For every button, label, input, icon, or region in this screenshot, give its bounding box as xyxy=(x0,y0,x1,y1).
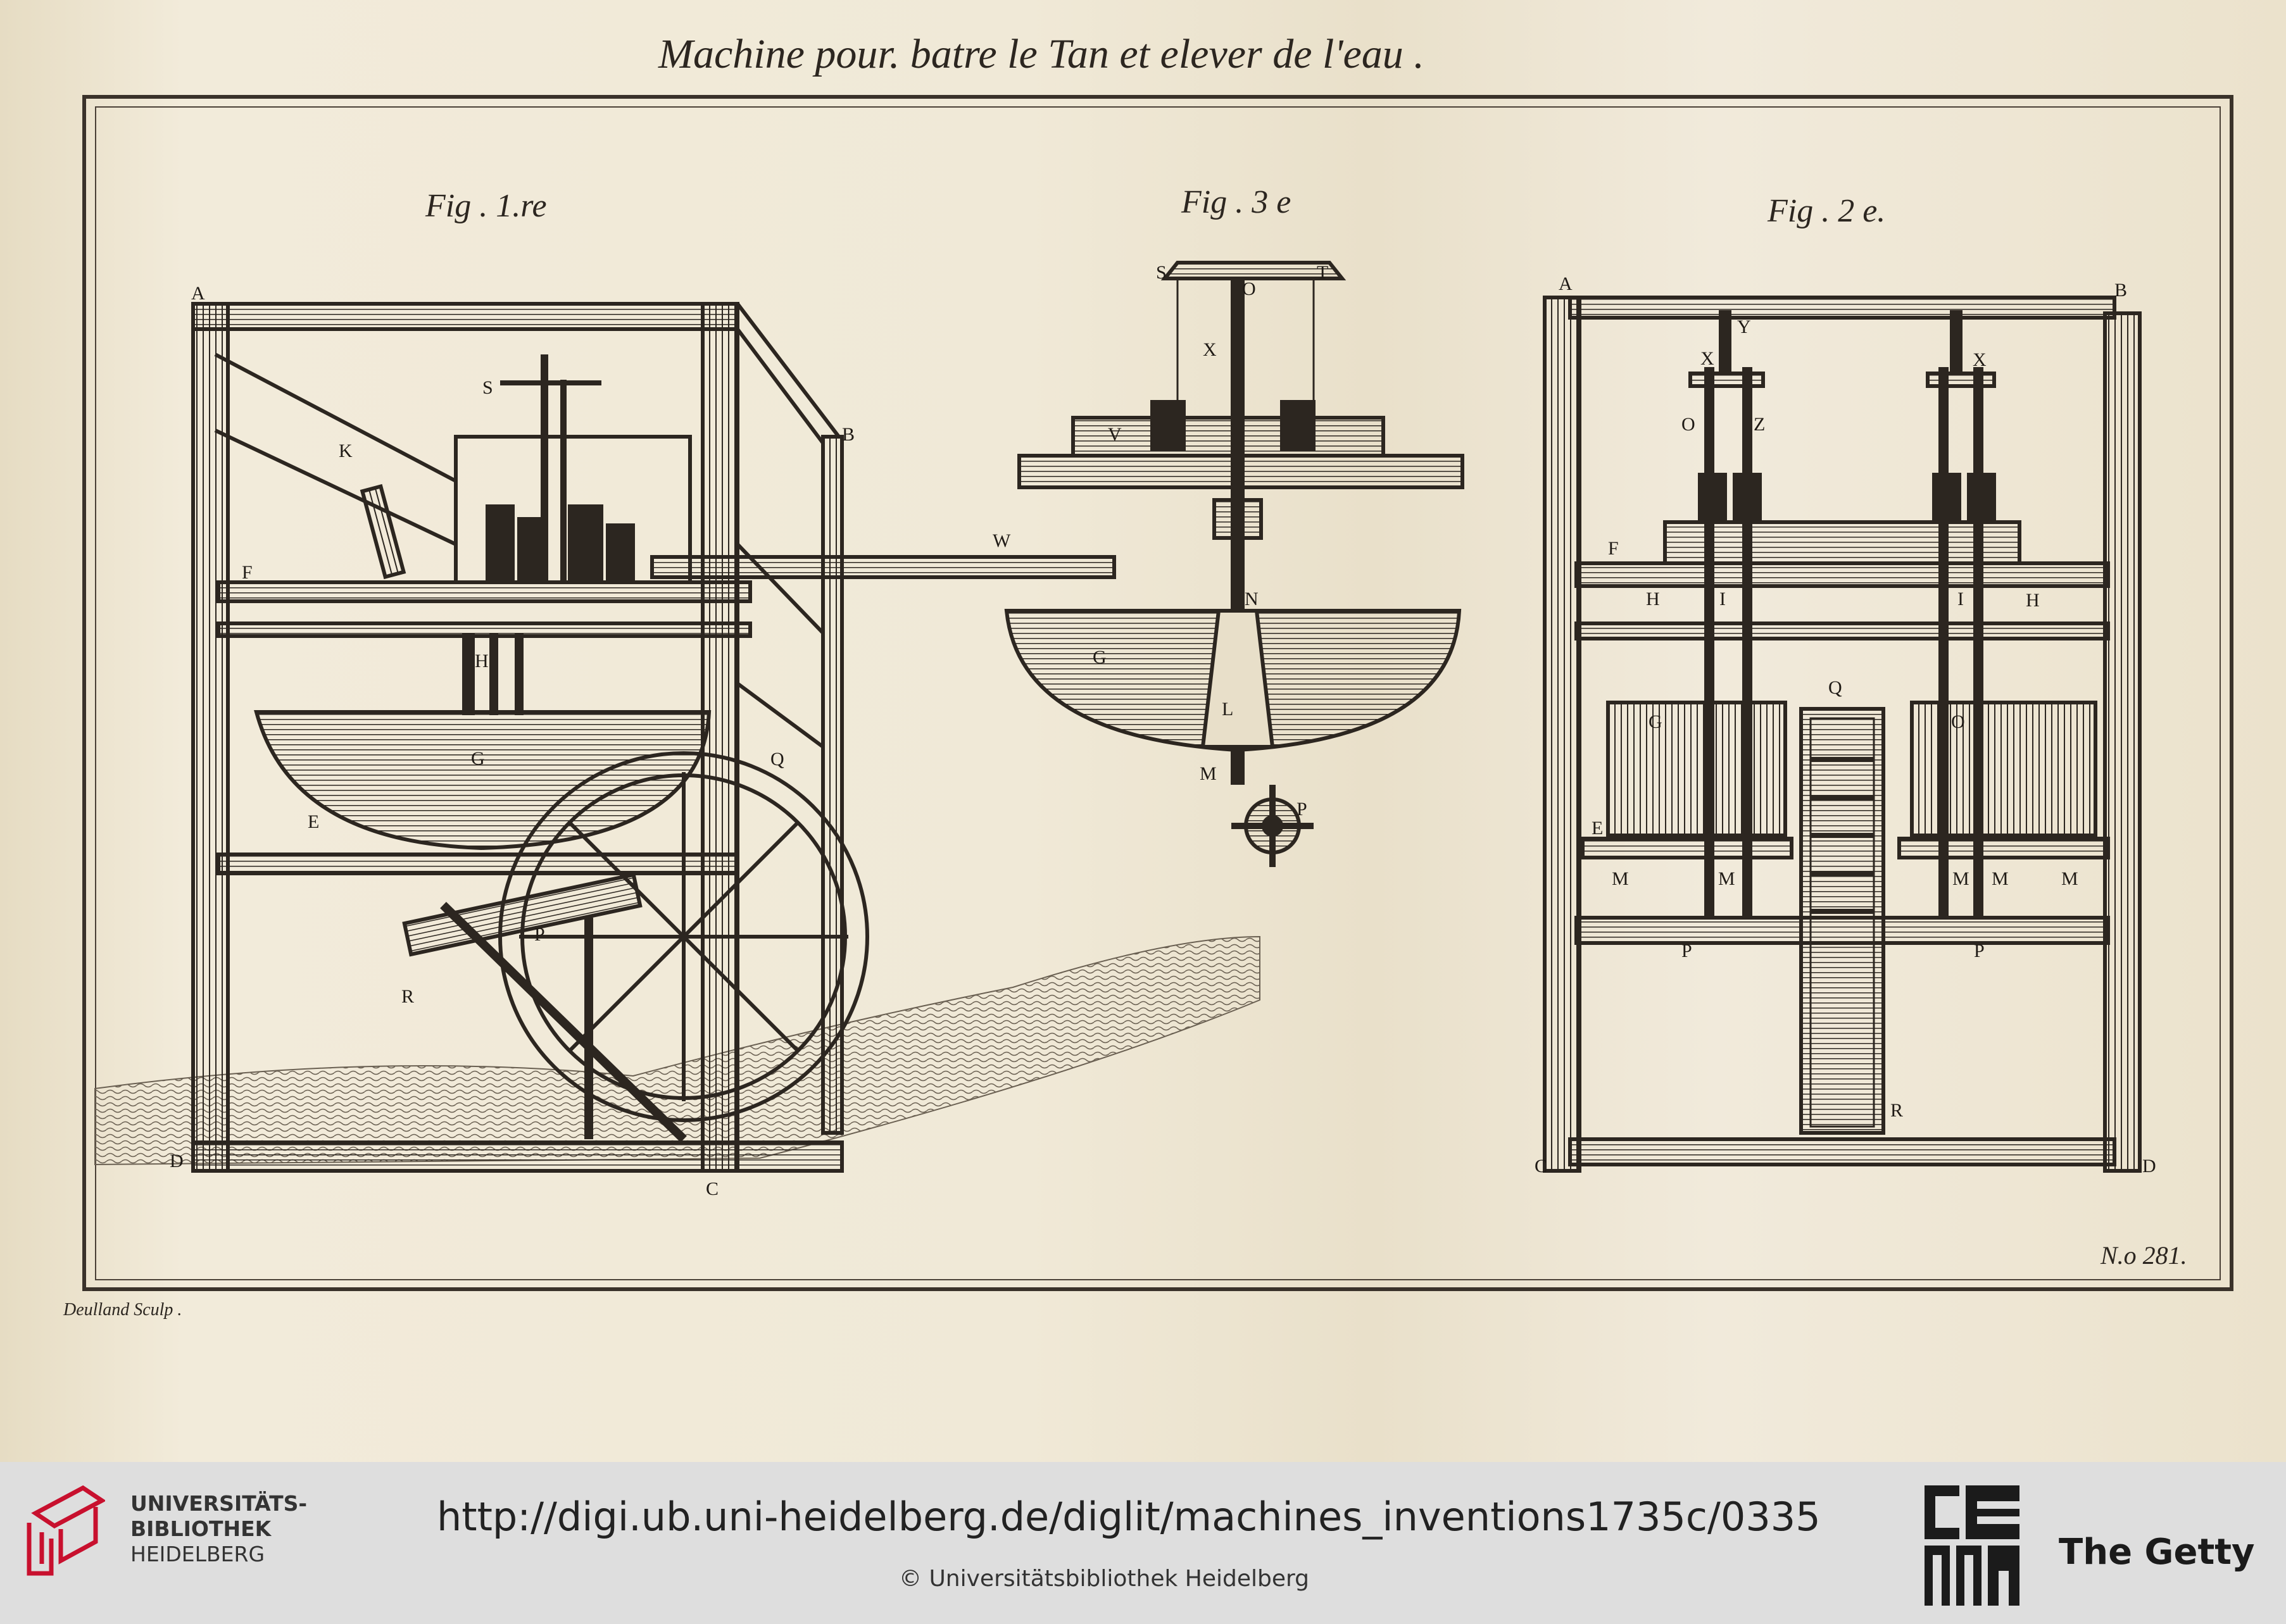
fig1-letter-c: C xyxy=(706,1178,719,1199)
fig1-letter-f: F xyxy=(242,562,253,583)
fig2-letter-i1: I xyxy=(1719,589,1726,609)
fig3-letter-n: N xyxy=(1245,589,1259,609)
fig2-letter-a: A xyxy=(1559,273,1573,294)
fig2-letter-c: C xyxy=(1535,1156,1548,1177)
fig2-letter-h1: H xyxy=(1646,589,1660,609)
fig3-letter-p: P xyxy=(1297,799,1307,820)
fig3-letter-o: O xyxy=(1242,278,1256,299)
fig2-drawing xyxy=(1545,297,2140,1171)
fig1-letter-k: K xyxy=(339,440,353,461)
fig3-letter-v: V xyxy=(1108,424,1122,445)
fig1-letter-d: D xyxy=(170,1151,184,1171)
fig3-label: Fig . 3 e xyxy=(1181,184,1291,220)
fig3-letter-g: G xyxy=(1093,647,1107,668)
fig2-letter-e: E xyxy=(1592,818,1604,839)
fig1-letter-p: P xyxy=(534,924,545,945)
document-url-link[interactable]: http://digi.ub.uni-heidelberg.de/diglit/machines_inventions1735c/0335 xyxy=(437,1494,1821,1540)
engraver-signature: Deulland Sculp . xyxy=(63,1300,182,1320)
fig2-letter-f: F xyxy=(1608,538,1619,559)
fig1-letter-b: B xyxy=(842,424,855,445)
fig2-letter-b: B xyxy=(2114,280,2128,301)
fig2-letter-g: G xyxy=(1649,711,1662,732)
copyright-text: © Universitätsbibliothek Heidelberg xyxy=(899,1566,1310,1592)
fig2-letter-i2: I xyxy=(1957,589,1964,609)
fig1-letter-q: Q xyxy=(770,749,784,770)
fig2-letter-m2: M xyxy=(1718,868,1735,889)
fig1-letter-e: E xyxy=(308,811,320,832)
fig1-letter-r: R xyxy=(401,986,415,1007)
fig3-letter-l: L xyxy=(1222,699,1234,720)
fig2-letter-q: Q xyxy=(1828,677,1842,698)
fig2-letter-z: Z xyxy=(1754,414,1766,435)
fig1-label: Fig . 1.re xyxy=(425,188,547,224)
footer-bar xyxy=(0,1462,2286,1624)
getty-name[interactable]: The Getty xyxy=(2059,1532,2255,1573)
plate-title: Machine pour. batre le Tan et elever de l'eau . xyxy=(658,31,1424,77)
fig2-label: Fig . 2 e. xyxy=(1768,193,1886,229)
fig2-letter-m5: M xyxy=(2061,868,2078,889)
fig2-letter-m3: M xyxy=(1952,868,1969,889)
fig3-letter-m: M xyxy=(1200,763,1217,784)
fig3-letter-s: S xyxy=(1156,262,1167,283)
fig2-letter-m4: M xyxy=(1992,868,2009,889)
university-library-logo[interactable] xyxy=(23,1478,105,1580)
fig2-letter-o2: O xyxy=(1951,711,1965,732)
fig1-letter-g: G xyxy=(471,748,485,769)
library-name-line3: HEIDELBERG xyxy=(130,1542,265,1566)
plate-number: N.o 281. xyxy=(2101,1241,2187,1270)
fig2-letter-o1: O xyxy=(1681,414,1695,435)
fig1-letter-h: H xyxy=(475,651,489,671)
library-name[interactable] xyxy=(130,1491,307,1567)
fig2-letter-p1: P xyxy=(1681,940,1692,961)
getty-logo[interactable] xyxy=(1921,1482,2023,1615)
fig1-letter-s: S xyxy=(482,377,493,398)
library-name-line2: BIBLIOTHEK xyxy=(130,1516,272,1541)
library-name-line1: UNIVERSITÄTS- xyxy=(130,1491,308,1516)
fig2-letter-d: D xyxy=(2142,1156,2156,1177)
fig2-letter-r: R xyxy=(1890,1100,1904,1121)
fig1-letter-w: W xyxy=(993,530,1011,551)
fig2-letter-x2: X xyxy=(1973,349,1987,370)
fig2-letter-p2: P xyxy=(1974,940,1985,961)
fig2-letter-m1: M xyxy=(1612,868,1629,889)
fig3-letter-x: X xyxy=(1203,339,1217,360)
fig2-letter-y: Y xyxy=(1737,316,1751,337)
fig2-letter-x1: X xyxy=(1700,348,1714,369)
fig1-letter-a: A xyxy=(191,283,205,304)
fig3-letter-t: T xyxy=(1317,262,1329,283)
fig2-letter-h2: H xyxy=(2026,590,2040,611)
